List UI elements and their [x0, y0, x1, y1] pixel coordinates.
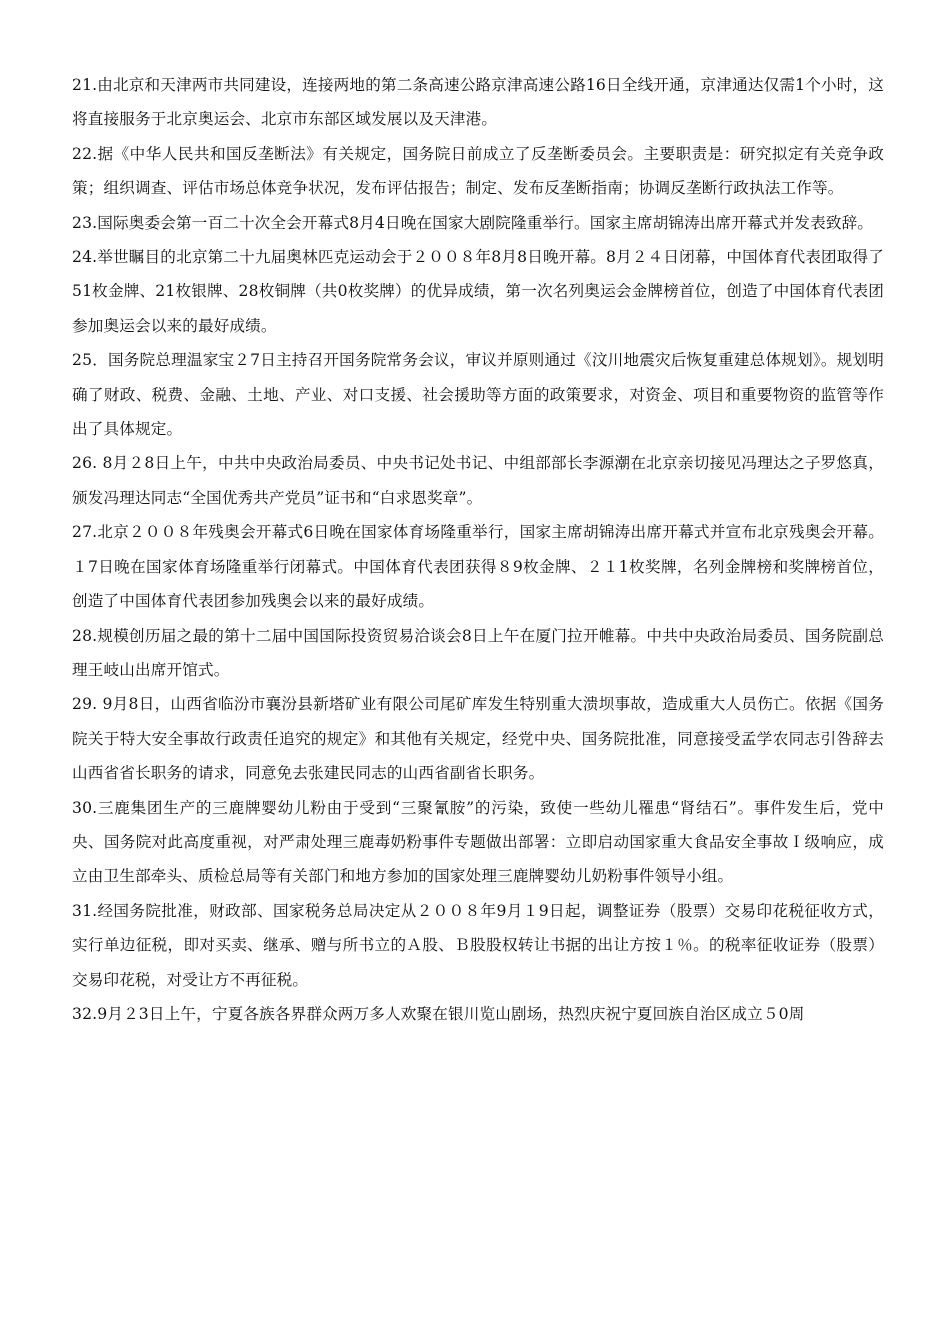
- news-item-23: 23.国际奥委会第一百二十次全会开幕式8月4日晚在国家大剧院隆重举行。国家主席胡锦涛出席开幕式并发表致辞。: [72, 213, 874, 232]
- news-item-31: 31.经国务院批准，财政部、国家税务总局决定从２００８年9月１9日起，调整证券（股票）交易印花税征收方式，实行单边征税，即对买卖、继承、赠与所书立的Ａ股、Ｂ股股权转让书据的出让方按１％。的税率征收证券（股票）交易印花税，对受让方不再征税。: [72, 901, 884, 989]
- news-item-32: 32.9月２3日上午，宁夏各族各界群众两万多人欢聚在银川览山剧场，热烈庆祝宁夏回族自治区成立５0周: [72, 1004, 805, 1023]
- news-item-27: 27.北京２００８年残奥会开幕式6日晚在国家体育场隆重举行，国家主席胡锦涛出席开幕式并宣布北京残奥会开幕。１7日晚在国家体育场隆重举行闭幕式。中国体育代表团获得８9枚金牌、２１1枚奖牌，名列金牌榜和奖牌榜首位，创造了中国体育代表团参加残奥会以来的最好成绩。: [72, 523, 884, 611]
- news-item-29: 29. 9月8日，山西省临汾市襄汾县新塔矿业有限公司尾矿库发生特别重大溃坝事故，造成重大人员伤亡。依据《国务院关于特大安全事故行政责任追究的规定》和其他有关规定，经党中央、国务院批准，同意接受孟学农同志引咎辞去山西省省长职务的请求，同意免去张建民同志的山西省副省长职务。: [72, 695, 884, 783]
- news-item-28: 28.规模创历届之最的第十二届中国国际投资贸易洽谈会8日上午在厦门拉开帷幕。中共中央政治局委员、国务院副总理王岐山出席开馆式。: [72, 626, 884, 679]
- document-page: [72, 68, 884, 1031]
- news-item-25: 25．国务院总理温家宝２7日主持召开国务院常务会议，审议并原则通过《汶川地震灾后恢复重建总体规划》。规划明确了财政、税费、金融、土地、产业、对口支援、社会援助等方面的政策要求，对资金、项目和重要物资的监管等作出了具体规定。: [72, 351, 884, 439]
- news-item-21: 21.由北京和天津两市共同建设，连接两地的第二条高速公路京津高速公路16日全线开通，京津通达仅需1个小时，这将直接服务于北京奥运会、北京市东部区域发展以及天津港。: [72, 76, 884, 129]
- news-item-22: 22.据《中华人民共和国反垄断法》有关规定，国务院日前成立了反垄断委员会。主要职责是：研究拟定有关竞争政策；组织调查、评估市场总体竞争状况，发布评估报告；制定、发布反垄断指南；协调反垄断行政执法工作等。: [72, 144, 884, 198]
- news-item-24: 24.举世瞩目的北京第二十九届奥林匹克运动会于２００８年8月8日晚开幕。8月２４日闭幕，中国体育代表团取得了51枚金牌、21枚银牌、28枚铜牌（共0枚奖牌）的优异成绩，第一次名列奥运会金牌榜首位，创造了中国体育代表团参加奥运会以来的最好成绩。: [72, 248, 884, 335]
- news-item-30: 30.三鹿集团生产的三鹿牌婴幼儿粉由于受到“三聚氰胺”的污染，致使一些幼儿罹患“肾结石”。事件发生后，党中央、国务院对此高度重视，对严肃处理三鹿毒奶粉事件专题做出部署：立即启动国家重大食品安全事故Ｉ级响应，成立由卫生部牵头、质检总局等有关部门和地方参加的国家处理三鹿牌婴幼儿奶粉事件领导小组。: [72, 798, 884, 886]
- news-item-26: 26. 8月２8日上午，中共中央政治局委员、中央书记处书记、中组部部长李源潮在北京亲切接见冯理达之子罗悠真，颁发冯理达同志“全国优秀共产党员”证书和“白求恩奖章”。: [72, 454, 884, 507]
